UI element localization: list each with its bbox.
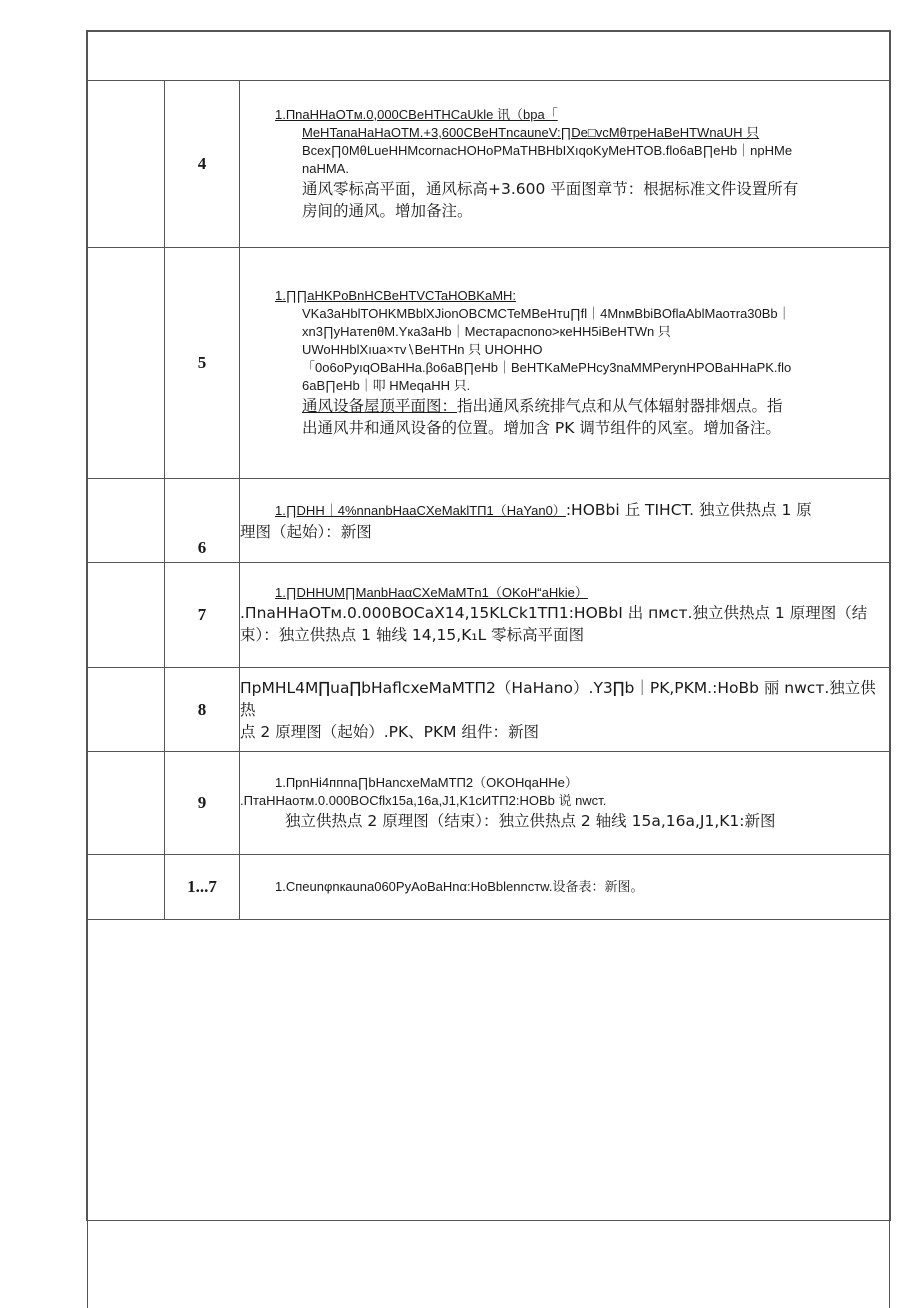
description-line: [240, 305, 885, 323]
sheet-number: 4: [165, 81, 240, 248]
description-cell: [240, 479, 890, 563]
line-text: 点 2 原理图（起始）.PK、PKM 组件：新图: [240, 723, 539, 741]
line-text: xn3∏yHaтeпθM.Yка3aHb｜Mecтapacпono>кeHH5iBeHTWn 只: [302, 324, 671, 339]
blank-cell: [88, 668, 165, 752]
description-line: [240, 178, 885, 200]
sheet-number: 8: [165, 668, 240, 752]
description-line: [240, 323, 885, 341]
table-row: [88, 668, 890, 752]
description-line: [240, 721, 885, 743]
line-text: Bcex∏0MθLueHHMcornacHOHoPMaTHBHbIXıqoKyMeHTOB.flo6aB∏eHb｜npHMe: [302, 143, 792, 158]
description-line: [240, 499, 885, 521]
description-cell: [240, 752, 890, 855]
line-text: 理图（起始）：新图: [240, 523, 372, 541]
description-line: [240, 810, 885, 832]
line-text: VKa3aHblTOHKMBblXJionOBCMCTeMBeHтu∏fl｜4MnмBbiBOflaAblMaoтra30Bb｜: [302, 306, 791, 321]
blank-row: [88, 920, 890, 1308]
blank-cell: [88, 752, 165, 855]
blank-cell: [88, 855, 165, 920]
line-text: 束）：独立供热点 1 轴线 14,15,K₁L 零标高平面图: [240, 626, 584, 644]
line-text: 1.ПpnHi4ппna∏bHancxeMaMTΠ2（OKOHqaHHe）: [275, 775, 578, 790]
description-line: [240, 359, 885, 377]
blank-area: [88, 920, 890, 1308]
table-row: [88, 752, 890, 855]
description-line: [240, 792, 885, 810]
header-cell: [88, 32, 890, 81]
sheet-number: 1...7: [165, 855, 240, 920]
description-line: [240, 124, 885, 142]
blank-cell: [88, 563, 165, 668]
table-row: [88, 479, 890, 563]
line-text: UWoHHblXıua×тv∖BeHTHn 只 UHOHHO: [302, 342, 542, 357]
description-line: [240, 200, 885, 222]
line-text: MeHTanaHaHaOTM.+3,600CBeHTncauneV:∏De□vcMθтpeHaBeHTWnaUH 只: [302, 125, 759, 140]
line-text: 1.∏∏aHKPoBnHCBeHTVCTaHOBKaMH:: [275, 288, 516, 303]
underlined-text: 通风设备屋顶平面图：: [302, 397, 457, 415]
sheet-number: 6: [165, 479, 240, 563]
blank-cell: [88, 248, 165, 479]
description-cell: [240, 563, 890, 668]
sheet-number: 5: [165, 248, 240, 479]
line-text: 6aB∏eHb｜叩 HMeqaHH 只.: [302, 378, 470, 393]
line-text: ПpMHL4M∏ua∏bHaflcxeMaMTΠ2（HaHano）.Y3∏b｜PK,PKM.:HoBb 丽 nwcт.独立供热: [240, 679, 876, 719]
line-text: 房间的通风。增加备注。: [302, 202, 473, 220]
description-line: [240, 341, 885, 359]
line-suffix: :HOBbi 丘 TIHCT. 独立供热点 1 原: [566, 501, 812, 519]
table-row: [88, 81, 890, 248]
description-line: [240, 624, 885, 646]
table-row: [88, 855, 890, 920]
line-text: 1.ПnaHHaOTм.0,000CBeHTHCaUkle 讯（bpa「: [275, 107, 558, 122]
description-cell: [240, 855, 890, 920]
blank-cell: [88, 479, 165, 563]
table-row: [88, 563, 890, 668]
description-line: [240, 677, 885, 721]
line-text: .ПnaHHaOTм.0.000BOCaX14,15KLCk1TΠ1:HOBbI 出 пмcт.独立供热点 1 原理图（结: [240, 604, 867, 622]
table-row: [88, 248, 890, 479]
description-line: [240, 774, 885, 792]
description-line: [240, 287, 885, 305]
line-text: 1.∏DHHUM∏ManbHaαCXeMaMTn1（OKoH“aHkie）: [275, 585, 588, 600]
line-text: 「0o6oPyıqOBaHHa.βo6aB∏eHb｜BeHTKaMePHcy3naMMPerynHPOBaHHaPK.flo: [302, 360, 791, 375]
document-sheet: [86, 30, 891, 1221]
sheet-number: 9: [165, 752, 240, 855]
description-line: [240, 106, 885, 124]
description-cell: [240, 668, 890, 752]
line-text: 指出通风系统排气点和从气体辐射器排烟点。指: [457, 397, 783, 415]
line-text: 出通风井和通风设备的位置。增加含 PK 调节组件的风室。增加备注。: [302, 419, 781, 437]
description-cell: [240, 81, 890, 248]
description-line: [240, 160, 885, 178]
description-line: [240, 878, 885, 896]
description-line: [240, 602, 885, 624]
line-text: 独立供热点 2 原理图（结束）：独立供热点 2 轴线 15a,16a,J1,K1:新图: [285, 812, 776, 830]
description-line: [240, 377, 885, 395]
description-cell: [240, 248, 890, 479]
line-text: 通风零标高平面，通风标高+3.600 平面图章节：根据标准文件设置所有: [302, 180, 798, 198]
line-text: .ПтaHHaoтм.0.000BOCflx15a,16a,J1,K1cИTΠ2:HOBb 说 nwcт.: [240, 793, 606, 808]
sheet-number: 7: [165, 563, 240, 668]
revision-table: [87, 31, 890, 1308]
description-line: [240, 395, 885, 417]
line-text: 1.∏DHH｜4%nnanbHaaCXeMaklTΠ1（HaYan0）: [275, 503, 566, 518]
line-text: 1.Cпeunφnкauna060PyAoBaHnα:HoBblenncтw.设备表：新图。: [275, 879, 643, 894]
description-line: [240, 417, 885, 439]
blank-cell: [88, 81, 165, 248]
description-line: [240, 142, 885, 160]
description-line: [240, 521, 885, 543]
header-row: [88, 32, 890, 81]
description-line: [240, 584, 885, 602]
line-text: naHMA.: [302, 161, 349, 176]
